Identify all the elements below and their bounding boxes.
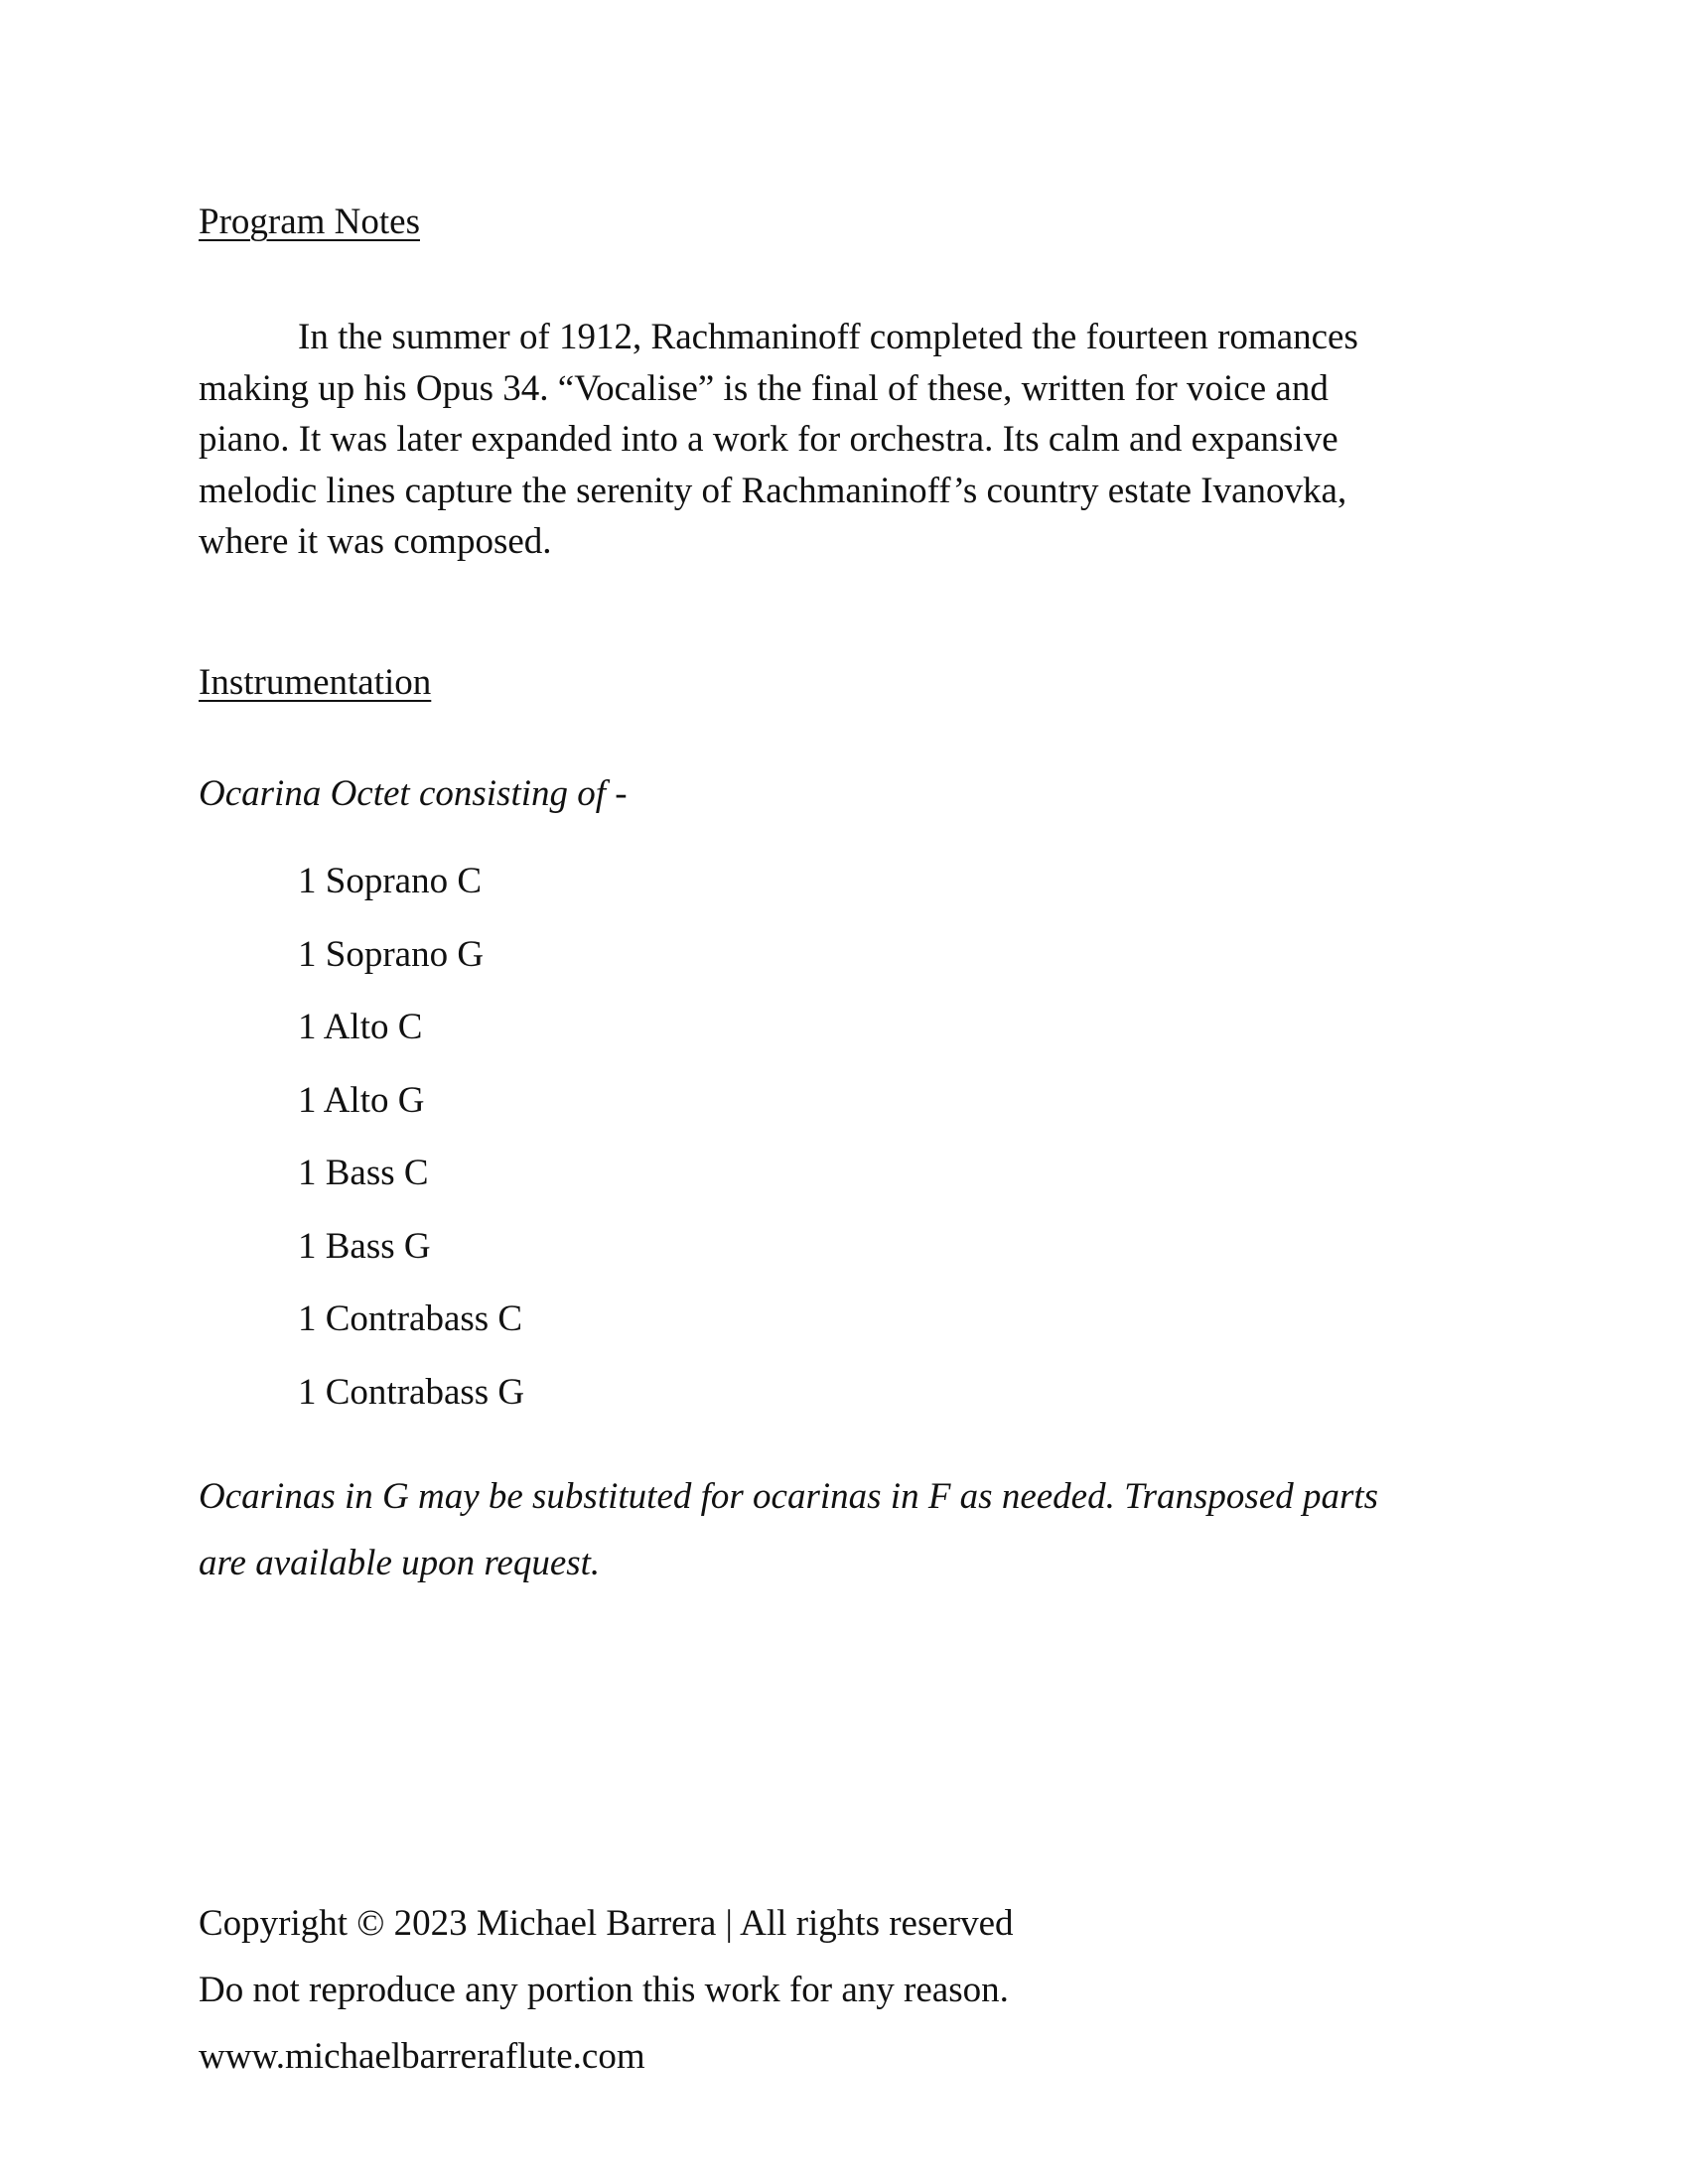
- program-notes-heading: Program Notes: [199, 202, 420, 242]
- website-link[interactable]: www.michaelbarreraflute.com: [199, 2036, 645, 2077]
- instrument-item: 1 Alto G: [298, 1079, 425, 1121]
- instrument-item: 1 Soprano G: [298, 933, 485, 975]
- instrument-list: [298, 860, 524, 1443]
- instrument-item: 1 Contrabass G: [298, 1371, 525, 1413]
- instrumentation-heading: Instrumentation: [199, 662, 432, 703]
- instrument-item: 1 Contrabass C: [298, 1298, 523, 1339]
- reproduction-notice: Do not reproduce any portion this work for any reason.: [199, 1970, 1009, 2010]
- substitution-note-line: Ocarinas in G may be substituted for ocarinas in F as needed. Transposed parts: [199, 1476, 1379, 1517]
- program-notes-line: piano. It was later expanded into a work for orchestra. Its calm and expansive: [199, 419, 1338, 460]
- substitution-note-line: are available upon request.: [199, 1543, 601, 1583]
- instrument-item: 1 Bass G: [298, 1225, 431, 1267]
- substitution-note: [199, 1463, 1378, 1596]
- copyright-line: Copyright © 2023 Michael Barrera | All rights reserved: [199, 1903, 1014, 1944]
- instrument-item: 1 Soprano C: [298, 861, 482, 901]
- program-notes-paragraph: [199, 312, 1450, 568]
- program-notes-line: where it was composed.: [199, 521, 552, 562]
- instrument-item: 1 Bass C: [298, 1153, 429, 1193]
- program-notes-line: In the summer of 1912, Rachmaninoff completed the fourteen romances: [298, 317, 1358, 357]
- program-notes-line: making up his Opus 34. “Vocalise” is the final of these, written for voice and: [199, 367, 1329, 409]
- copyright-footer: [199, 1890, 1014, 2090]
- program-notes-line: melodic lines capture the serenity of Rachmaninoff’s country estate Ivanovka,: [199, 470, 1347, 511]
- instrument-item: 1 Alto C: [298, 1007, 423, 1047]
- instrumentation-intro: Ocarina Octet consisting of -: [199, 773, 628, 814]
